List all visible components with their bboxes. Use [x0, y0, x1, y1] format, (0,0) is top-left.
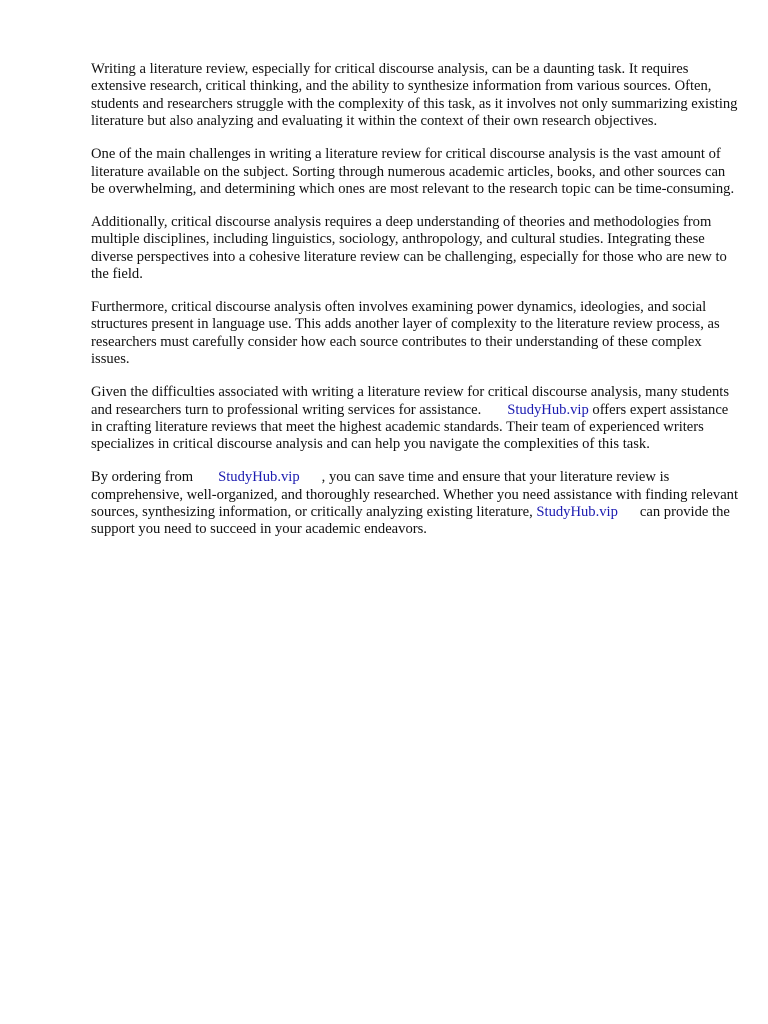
- paragraph-intro: Writing a literature review, especially for critical discourse analysis, can be a daunting task. It requires extensive research, critical thinking, and the ability to synthesize information from various sources. Often, students and researchers struggle with the complexity of this task, as it involves not only summarizing existing literature but also analyzing and evaluating it within the context of their own research objectives.: [91, 61, 738, 130]
- paragraph-ordering-text-start: By ordering from: [91, 469, 194, 486]
- paragraph-ordering-text-middle: , you can save time and ensure that your literature review is comprehensive, well-organized, and thoroughly researched. Whether you need assistance with finding relevant sources, synthesizing information, or critically analyzing existing literature,: [91, 469, 739, 521]
- studyhub-link[interactable]: StudyHub.vip: [218, 469, 300, 486]
- studyhub-link[interactable]: StudyHub.vip: [507, 401, 589, 418]
- paragraph-power-dynamics: Furthermore, critical discourse analysis often involves examining power dynamics, ideologies, and social structures present in language use. This adds another layer of complexity to the literature review process, as researchers must carefully consider how each source contributes to their understanding of these complex issues.: [91, 298, 720, 368]
- paragraph-ordering: [91, 469, 741, 539]
- paragraph-services-text-start: Given the difficulties associated with writing a literature review for critical discourse analysis, many students and researchers turn to professional writing services for assistance.: [91, 384, 730, 418]
- paragraph-services-text-end: offers expert assistance in crafting literature reviews that meet the highest academic standards. Their team of experienced writers specializes in critical discourse analysis and can help you navigate the complexities of this task.: [91, 401, 729, 453]
- document-body: [91, 61, 741, 554]
- paragraph-ordering-text-end: can provide the support you need to succeed in your academic endeavors.: [91, 504, 730, 538]
- paragraph-services: [91, 384, 741, 454]
- studyhub-link[interactable]: StudyHub.vip: [536, 504, 618, 521]
- paragraph-challenges: One of the main challenges in writing a literature review for critical discourse analysis is the vast amount of literature available on the subject. Sorting through numerous academic articles, books, and other sources can be overwhelming, and determining which ones are most relevant to the research topic can be time-consuming.: [91, 146, 735, 197]
- paragraph-disciplines: Additionally, critical discourse analysis requires a deep understanding of theories and methodologies from multiple disciplines, including linguistics, sociology, anthropology, and cultural studies. Integrating these diverse perspectives into a cohesive literature review can be challenging, especially for those who are new to the field.: [91, 213, 727, 283]
